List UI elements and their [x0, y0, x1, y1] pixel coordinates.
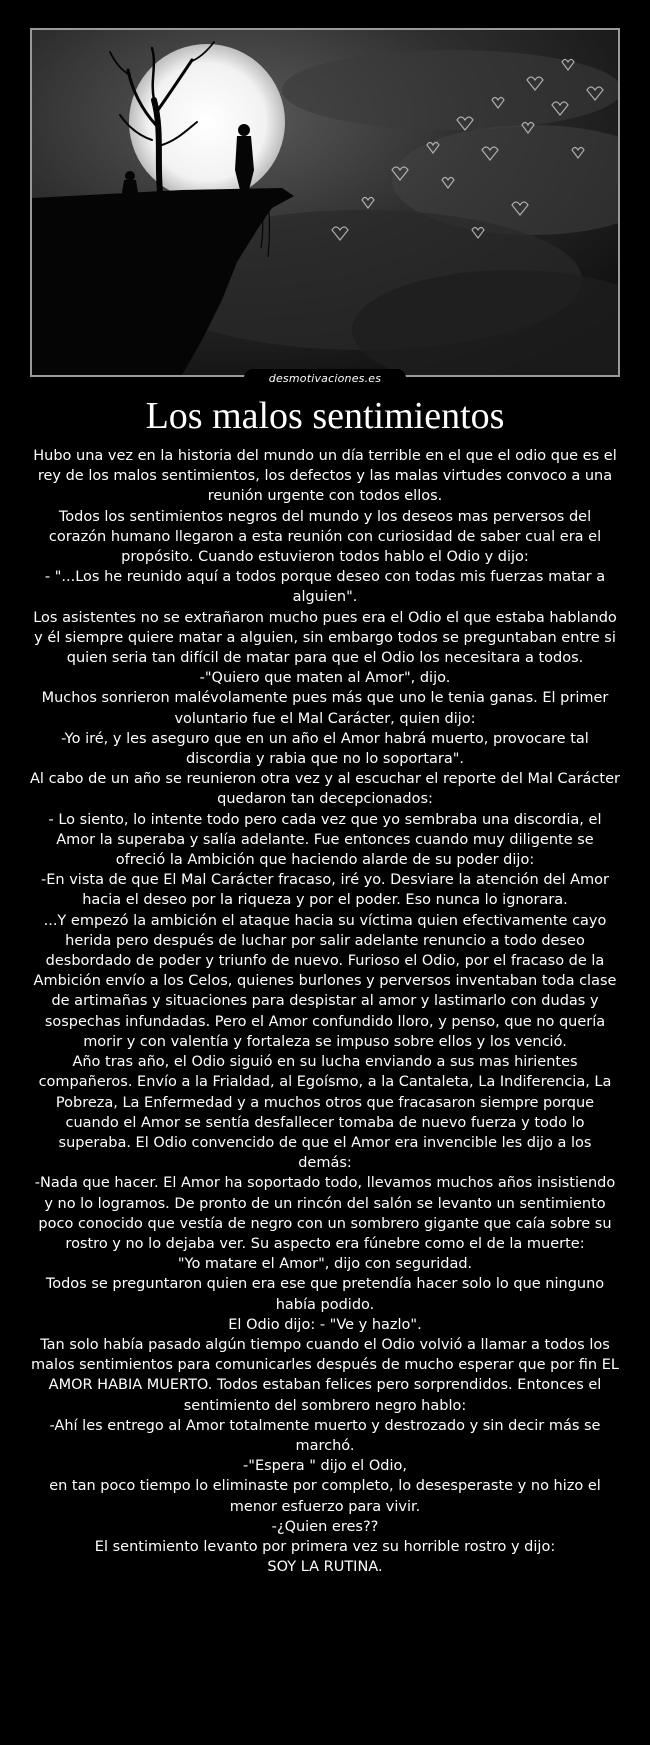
story-paragraph: SOY LA RUTINA.	[267, 1559, 383, 1576]
story-paragraph: -En vista de que El Mal Carácter fracaso, iré yo. Desviare la atención del Amor hacia el deseo por la riqueza y por el poder. Eso nunca lo ignorara.	[41, 872, 609, 909]
story-paragraph: Tan solo había pasado algún tiempo cuando el Odio volvió a llamar a todos los malos sentimientos para comunicarles después de mucho esperar que por fin EL AMOR HABIA MUERTO. Todos estaban felices pero sorprendidos. Entonces el sentimiento del sombrero negro hablo:	[31, 1336, 619, 1414]
story-paragraph: Año tras año, el Odio siguió en su lucha enviando a sus mas hirientes compañeros. Envío a la Frialdad, al Egoísmo, a la Cantaleta, La Indiferencia, La Pobreza, La Enfermedad y a muchos otros que fracasaron siempre porque cuando el Amor se sentía desfallecer tomaba de nuevo fuerza y todo lo superaba. El Odio convencido de que el Amor era invencible les dijo a los demás:	[38, 1054, 612, 1172]
story-paragraph: "Yo matare el Amor", dijo con seguridad.	[177, 1256, 473, 1273]
story-paragraph: El sentimiento levanto por primera vez su horrible rostro y dijo:	[94, 1538, 556, 1555]
story-paragraph: -"Espera " dijo el Odio,	[243, 1458, 407, 1475]
story-paragraph: -¿Quien eres??	[271, 1518, 379, 1535]
story-paragraph: Todos se preguntaron quien era ese que pretendía hacer solo lo que ninguno había podido.	[45, 1276, 605, 1313]
moonlit-cliff-photo-icon	[32, 30, 618, 375]
story-paragraph: Al cabo de un año se reunieron otra vez y al escuchar el reporte del Mal Carácter quedaron tan decepcionados:	[30, 771, 620, 808]
poster-image-frame	[30, 28, 620, 377]
story-paragraph: El Odio dijo: - "Ve y hazlo".	[228, 1316, 422, 1333]
story-paragraph: en tan poco tiempo lo eliminaste por completo, lo desesperaste y no hizo el menor esfuerzo para vivir.	[49, 1478, 601, 1515]
story-paragraph: - Lo siento, lo intente todo pero cada vez que yo sembraba una discordia, el Amor la superaba y salía adelante. Fue entonces cuando muy diligente se ofreció la Ambición que haciendo alarde de su poder dijo:	[48, 811, 602, 869]
story-paragraph: Muchos sonrieron malévolamente pues más que uno le tenia ganas. El primer voluntario fue el Mal Carácter, quien dijo:	[41, 690, 609, 727]
watermark-badge	[244, 369, 406, 387]
story-paragraph: ...Y empezó la ambición el ataque hacia su víctima quien efectivamente cayo herida pero después de luchar por salir adelante renuncio a todo deseo desbordado de poder y triunfo de nuevo. Furioso el Odio, por el fracaso de la Ambición envío a los Celos, quienes burlones y perversos inventaban toda clase de artimañas y situaciones para despistar al amor y lastimarlo con dudas y sospechas infundadas. Pero el Amor confundido lloro, y penso, que no quería morir y con valentía y fortaleza se impuso sobre ellos y los venció.	[33, 912, 617, 1050]
story-paragraph: -Nada que hacer. El Amor ha soportado todo, llevamos muchos años insistiendo y no lo logramos. De pronto de un rincón del salón se levanto un sentimiento poco conocido que vestía de negro con un sombrero gigante que caía sobre su rostro y no lo dejaba ver. Su aspecto era fúnebre como el de la muerte:	[34, 1175, 616, 1252]
story-paragraph: Los asistentes no se extrañaron mucho pues era el Odio el que estaba hablando y él siempre quiere matar a alguien, sin embargo todos se preguntaban entre si quien seria tan difícil de matar para que el Odio los necesitara a todos.	[33, 609, 617, 667]
story-paragraph: -"Quiero que maten al Amor", dijo.	[199, 670, 451, 687]
story-paragraph: Hubo una vez en la historia del mundo un día terrible en el que el odio que es el rey de los malos sentimientos, los defectos y las malas virtudes convoco a una reunión urgente con todos ellos.	[33, 448, 617, 505]
story-paragraph: - "...Los he reunido aquí a todos porque deseo con todas mis fuerzas matar a alguien".	[44, 569, 606, 606]
story-paragraph: Todos los sentimientos negros del mundo y los deseos mas perversos del corazón humano llegaron a esta reunión con curiosidad de saber cual era el propósito. Cuando estuvieron todos hablo el Odio y dijo:	[48, 508, 602, 566]
story-paragraph: -Yo iré, y les aseguro que en un año el Amor habrá muerto, provocare tal discordia y rabia que no lo soportara".	[61, 730, 589, 768]
poster-title: Los malos sentimientos	[145, 395, 505, 437]
watermark-text: desmotivaciones.es	[268, 371, 382, 385]
story-text	[30, 446, 620, 1577]
story-paragraph: -Ahí les entrego al Amor totalmente muerto y destrozado y sin decir más se marchó.	[49, 1417, 601, 1454]
